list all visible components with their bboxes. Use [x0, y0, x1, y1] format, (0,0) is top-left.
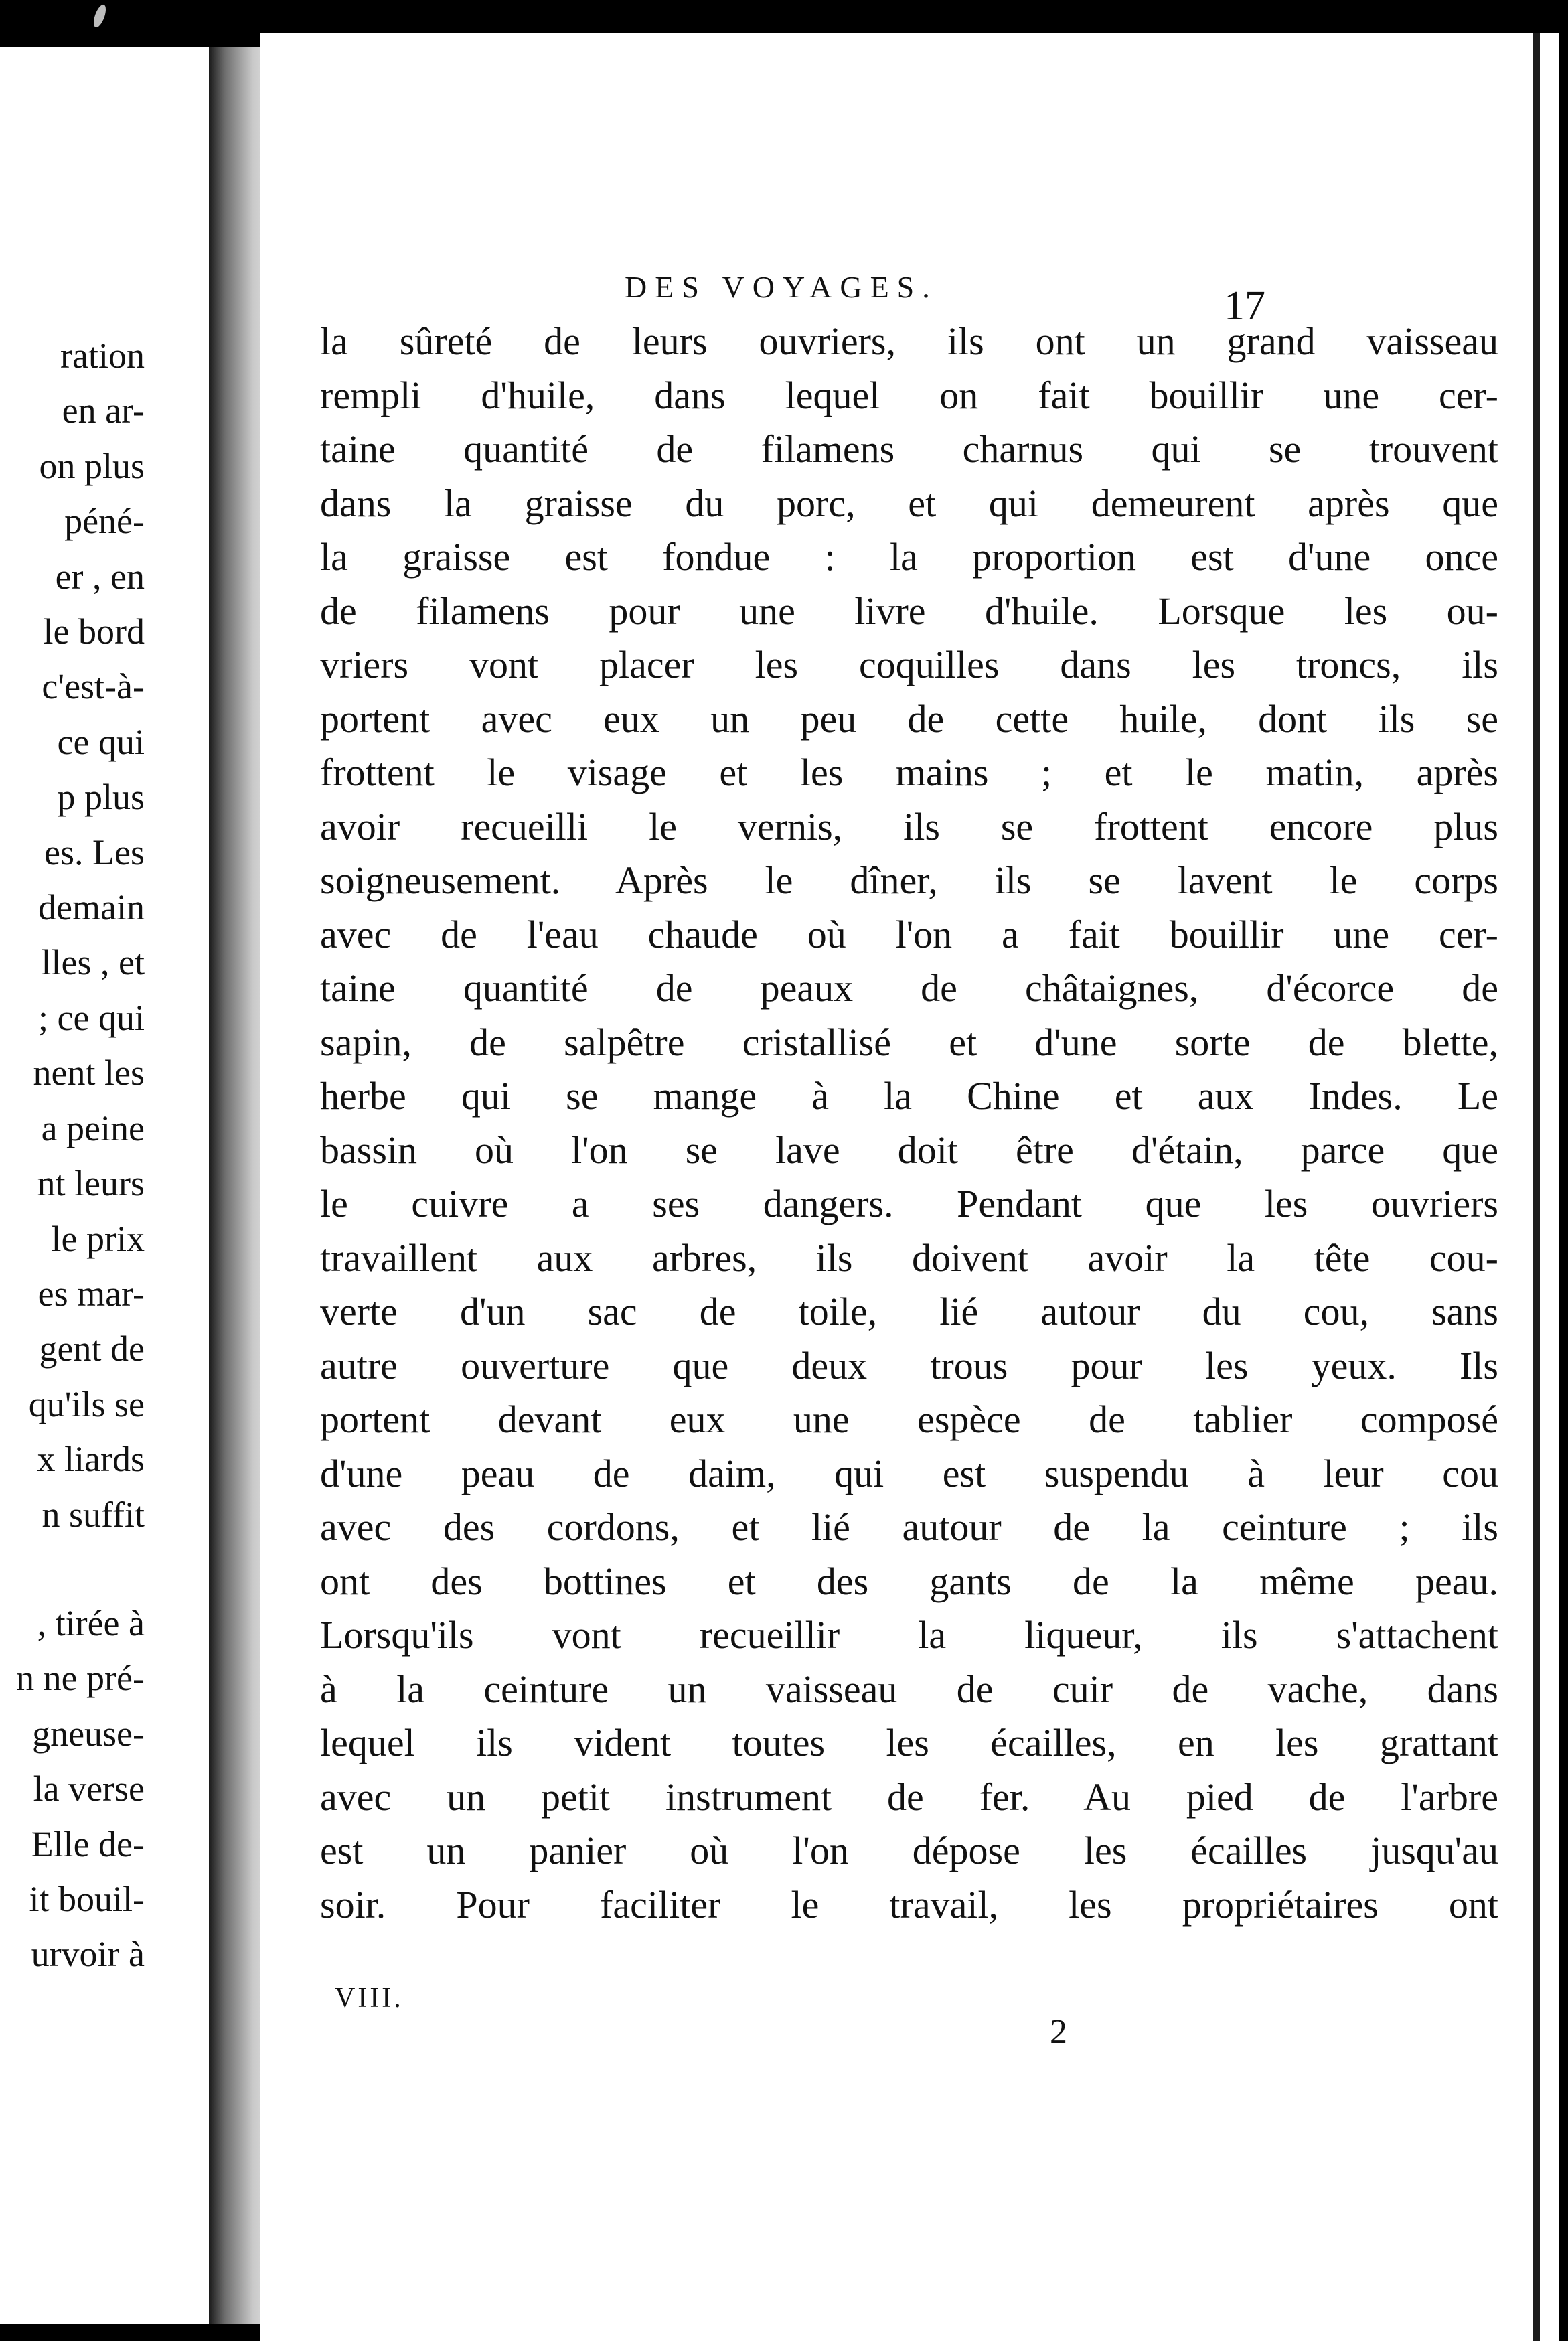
text-line: vriers vont placer les coquilles dans les troncs, ils: [320, 643, 1498, 686]
left-line: , tirée à: [37, 1602, 145, 1643]
text-line: avec de l'eau chaude où l'on a fait bouillir une cer-: [320, 912, 1498, 956]
text-line: est un panier où l'on dépose les écailles jusqu'au: [320, 1829, 1498, 1872]
text-line: ont des bottines et des gants de la même peau.: [320, 1559, 1498, 1603]
left-line: it bouil-: [29, 1878, 145, 1919]
left-line: es mar-: [37, 1273, 145, 1314]
left-line: péné-: [64, 501, 145, 542]
text-line: la sûreté de leurs ouvriers, ils ont un grand vaisseau: [320, 319, 1498, 363]
text-line: rempli d'huile, dans lequel on fait bouillir une cer-: [320, 373, 1498, 417]
body-text: [320, 315, 1498, 1932]
left-line: a peine: [41, 1108, 145, 1148]
text-line: sapin, de salpêtre cristallisé et d'une sorte de blette,: [320, 1020, 1498, 1064]
left-line: demain: [38, 887, 145, 928]
left-line: n ne pré-: [16, 1658, 145, 1699]
text-line: dans la graisse du porc, et qui demeurent après que: [320, 481, 1498, 525]
left-line: on plus: [39, 445, 145, 486]
text-line: taine quantité de filamens charnus qui se trouvent: [320, 427, 1498, 471]
left-line: nent les: [33, 1053, 145, 1093]
left-line: nt leurs: [37, 1163, 145, 1204]
text-line: avec un petit instrument de fer. Au pied de l'arbre: [320, 1774, 1498, 1819]
left-line: er , en: [55, 556, 145, 597]
left-line: ration: [60, 335, 145, 376]
paragraph-gap: [16, 1542, 145, 1596]
text-line: travaillent aux arbres, ils doivent avoir la tête cou-: [320, 1235, 1498, 1280]
sheet-number: 2: [1050, 2013, 1067, 2051]
left-page-text: [16, 328, 145, 1982]
left-line: lles , et: [41, 942, 145, 983]
text-line: taine quantité de peaux de châtaignes, d'écorce de: [320, 966, 1498, 1010]
left-line: qu'ils se: [28, 1383, 145, 1424]
text-line: avoir recueilli le vernis, ils se frottent encore plus: [320, 804, 1498, 848]
text-line: de filamens pour une livre d'huile. Lorsque les ou-: [320, 589, 1498, 633]
running-head: DES VOYAGES.: [625, 270, 938, 304]
left-line: urvoir à: [31, 1934, 145, 1975]
page-edge: [1533, 33, 1540, 2341]
text-line: la graisse est fondue : la proportion est d'une once: [320, 535, 1498, 579]
text-line: portent devant eux une espèce de tablier composé: [320, 1398, 1498, 1441]
page-number: 17: [1224, 283, 1265, 329]
left-line: es. Les: [44, 832, 145, 873]
left-line: en ar-: [62, 390, 145, 431]
left-line: ce qui: [57, 721, 145, 762]
text-line: herbe qui se mange à la Chine et aux Indes. Le: [320, 1074, 1498, 1118]
text-line: lequel ils vident toutes les écailles, en les grattant: [320, 1721, 1498, 1764]
text-line: soir. Pour faciliter le travail, les propriétaires ont: [320, 1882, 1498, 1927]
left-line: c'est-à-: [42, 666, 145, 707]
left-page: [0, 47, 209, 2324]
signature-mark: VIII.: [335, 1983, 404, 2014]
text-line: verte d'un sac de toile, lié autour du cou, sans: [320, 1290, 1498, 1333]
left-line: p plus: [57, 777, 145, 818]
text-line: d'une peau de daim, qui est suspendu à leur cou: [320, 1451, 1498, 1495]
left-line: Elle de-: [31, 1823, 145, 1864]
left-line: le prix: [51, 1218, 145, 1259]
left-line: x liards: [37, 1439, 145, 1480]
left-line: n suffit: [42, 1494, 145, 1535]
right-page: [260, 33, 1559, 2341]
text-line: soigneusement. Après le dîner, ils se lavent le corps: [320, 858, 1498, 902]
text-line: frottent le visage et les mains ; et le matin, après: [320, 751, 1498, 794]
text-line: bassin où l'on se lave doit être d'étain, parce que: [320, 1128, 1498, 1172]
text-line: autre ouverture que deux trous pour les yeux. Ils: [320, 1343, 1498, 1387]
left-line: gent de: [39, 1329, 145, 1369]
text-line: avec des cordons, et lié autour de la ceinture ; ils: [320, 1505, 1498, 1549]
left-line: la verse: [33, 1768, 145, 1809]
left-line: ; ce qui: [38, 997, 145, 1038]
text-line: portent avec eux un peu de cette huile, dont ils se: [320, 696, 1498, 741]
left-line: gneuse-: [32, 1713, 145, 1754]
text-line: Lorsqu'ils vont recueillir la liqueur, ils s'attachent: [320, 1613, 1498, 1657]
dust-speck: [91, 3, 108, 29]
text-line: à la ceinture un vaisseau de cuir de vache, dans: [320, 1667, 1498, 1711]
text-line: le cuivre a ses dangers. Pendant que les ouvriers: [320, 1182, 1498, 1225]
left-line: le bord: [43, 611, 145, 652]
